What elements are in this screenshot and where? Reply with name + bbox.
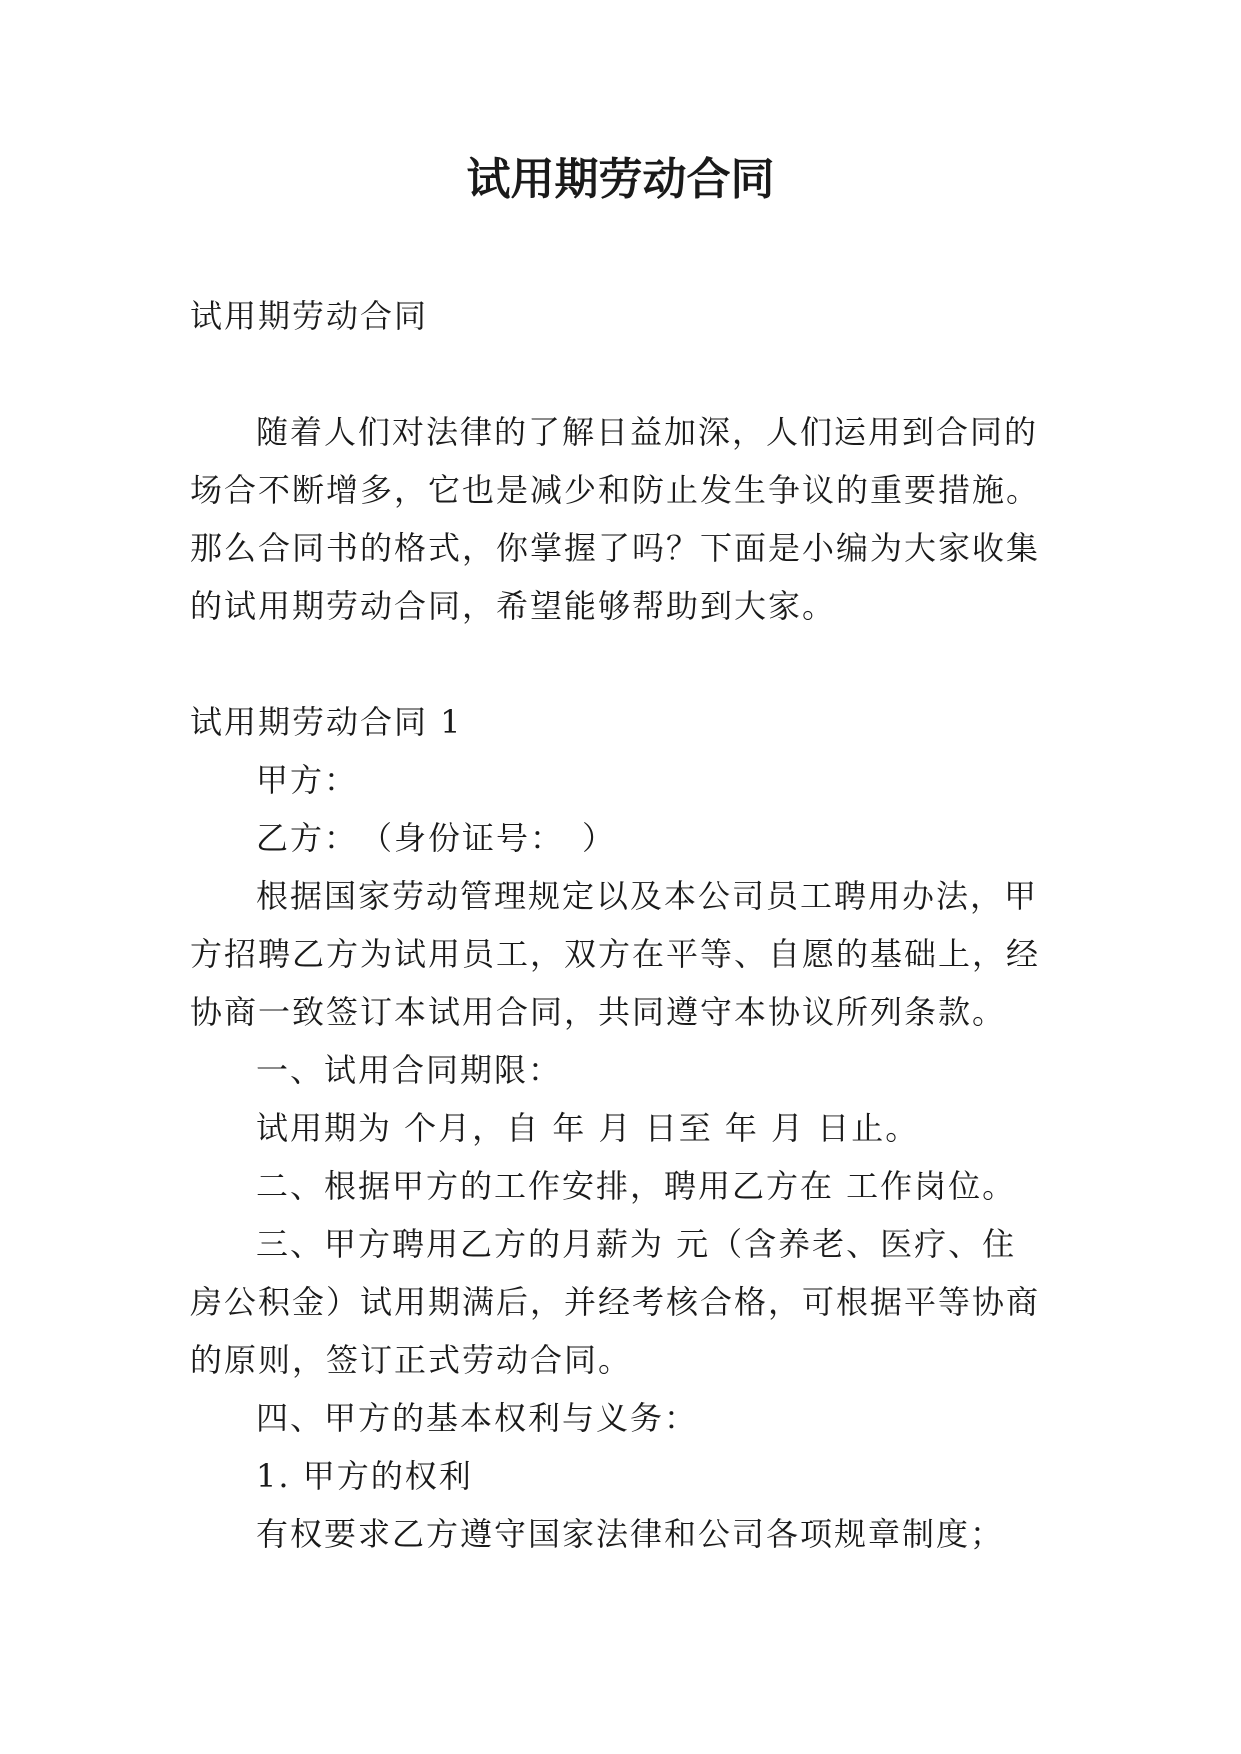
spacer [190,635,1050,693]
clause-3: 三、甲方聘用乙方的月薪为 元（含养老、医疗、住房公积金）试用期满后，并经考核合格，可根据平等协商的原则，签订正式劳动合同。 [190,1225,1041,1379]
intro-paragraph: 随着人们对法律的了解日益加深，人们运用到合同的场合不断增多，它也是减少和防止发生争议的重要措施。那么合同书的格式，你掌握了吗？下面是小编为大家收集的试用期劳动合同，希望能够帮助到大家。 [190,413,1041,625]
party-b-line: 乙方： （身份证号： ） [256,819,617,857]
section-heading: 试用期劳动合同 1 [190,703,463,741]
clause-4-heading: 四、甲方的基本权利与义务： [256,1399,699,1437]
spacer [190,345,1050,403]
clause-1-heading: 一、试用合同期限： [256,1051,563,1089]
clause-4-right-1: 有权要求乙方遵守国家法律和公司各项规章制度； [256,1515,1005,1553]
preamble-paragraph: 根据国家劳动管理规定以及本公司员工聘用办法，甲方招聘乙方为试用员工，双方在平等、自愿的基础上，经协商一致签订本试用合同，共同遵守本协议所列条款。 [190,877,1041,1031]
clause-2: 二、根据甲方的工作安排，聘用乙方在 工作岗位。 [256,1167,1017,1205]
document-title: 试用期劳动合同 [466,154,775,205]
clause-1-term: 试用期为 个月，自 年 月 日至 年 月 日止。 [256,1109,920,1147]
document-body [190,287,1050,1563]
document-subtitle: 试用期劳动合同 [190,297,429,335]
party-a-line: 甲方： [256,761,359,799]
clause-4-subheading: 1. 甲方的权利 [256,1457,473,1495]
